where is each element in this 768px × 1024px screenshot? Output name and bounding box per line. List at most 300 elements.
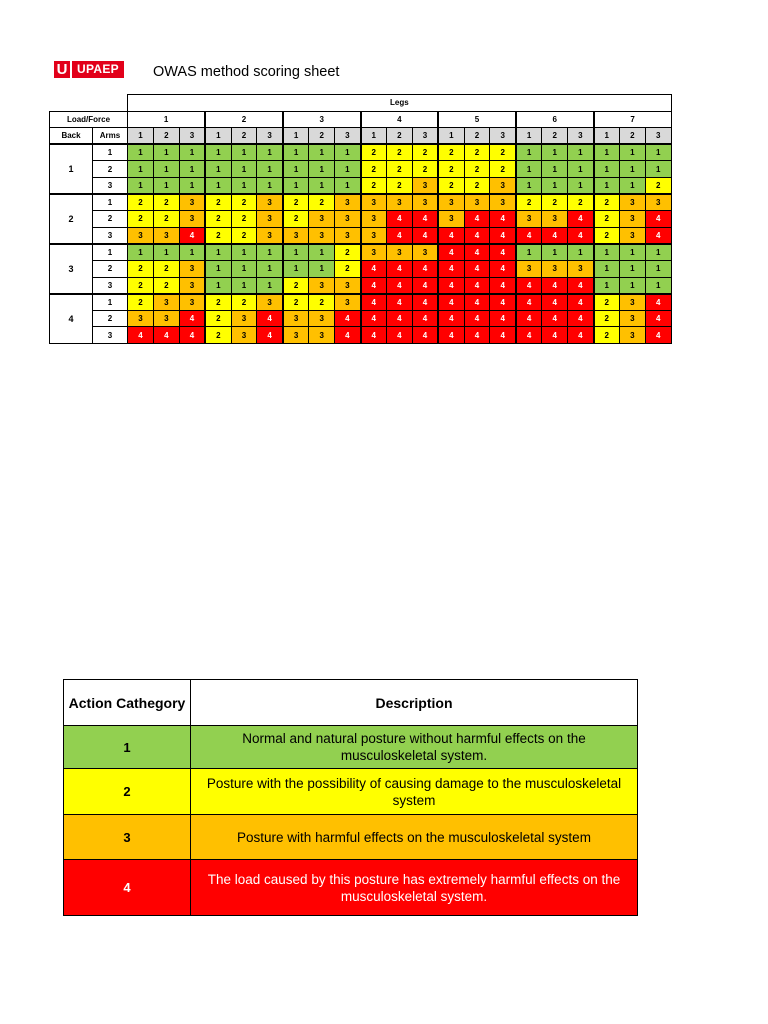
- arms-row-3: 3: [93, 227, 128, 244]
- score-cell: 1: [205, 244, 231, 261]
- score-cell: 1: [594, 260, 620, 277]
- score-cell: 3: [231, 310, 257, 327]
- score-cell: 2: [464, 177, 490, 194]
- score-cell: 3: [309, 227, 335, 244]
- score-cell: 4: [516, 227, 542, 244]
- load-column-3: 3: [568, 128, 594, 145]
- score-cell: 4: [412, 294, 438, 311]
- score-cell: 2: [594, 211, 620, 228]
- score-cell: 4: [490, 277, 516, 294]
- score-cell: 1: [231, 260, 257, 277]
- score-cell: 1: [309, 144, 335, 161]
- score-cell: 3: [619, 211, 645, 228]
- score-cell: 1: [179, 177, 205, 194]
- score-cell: 4: [386, 211, 412, 228]
- score-cell: 3: [412, 194, 438, 211]
- score-cell: 3: [542, 211, 568, 228]
- arms-row-2: 2: [93, 260, 128, 277]
- arms-row-1: 1: [93, 294, 128, 311]
- score-cell: 2: [438, 161, 464, 178]
- score-cell: 3: [309, 327, 335, 344]
- blank-corner: [50, 95, 128, 112]
- score-cell: 4: [412, 260, 438, 277]
- legend-description: Normal and natural posture without harmful effects on the musculoskeletal system.: [191, 726, 638, 769]
- score-cell: 4: [438, 227, 464, 244]
- score-cell: 3: [153, 310, 179, 327]
- score-cell: 1: [516, 244, 542, 261]
- score-cell: 4: [516, 327, 542, 344]
- load-column-3: 3: [179, 128, 205, 145]
- score-cell: 4: [438, 260, 464, 277]
- score-cell: 4: [438, 294, 464, 311]
- score-cell: 1: [257, 260, 283, 277]
- score-cell: 3: [619, 227, 645, 244]
- score-cell: 2: [205, 227, 231, 244]
- score-cell: 2: [645, 177, 671, 194]
- arms-row-3: 3: [93, 277, 128, 294]
- load-column-2: 2: [153, 128, 179, 145]
- arms-row-2: 2: [93, 310, 128, 327]
- score-cell: 2: [205, 310, 231, 327]
- load-column-2: 2: [542, 128, 568, 145]
- score-cell: 4: [386, 277, 412, 294]
- back-row-4: 4: [50, 294, 93, 344]
- score-cell: 1: [205, 144, 231, 161]
- score-cell: 1: [205, 161, 231, 178]
- score-cell: 1: [542, 161, 568, 178]
- score-cell: 4: [412, 211, 438, 228]
- score-cell: 1: [153, 161, 179, 178]
- score-cell: 3: [438, 194, 464, 211]
- score-cell: 1: [568, 244, 594, 261]
- score-cell: 4: [361, 294, 387, 311]
- score-cell: 4: [490, 227, 516, 244]
- score-cell: 3: [412, 177, 438, 194]
- score-cell: 2: [309, 294, 335, 311]
- score-cell: 4: [412, 277, 438, 294]
- score-cell: 1: [179, 161, 205, 178]
- arms-row-3: 3: [93, 177, 128, 194]
- score-cell: 4: [464, 244, 490, 261]
- load-column-2: 2: [309, 128, 335, 145]
- score-cell: 1: [309, 260, 335, 277]
- score-cell: 4: [645, 227, 671, 244]
- score-cell: 3: [490, 194, 516, 211]
- score-cell: 2: [594, 327, 620, 344]
- score-cell: 4: [568, 277, 594, 294]
- legs-column-4: 4: [361, 111, 439, 128]
- score-cell: 3: [490, 177, 516, 194]
- score-cell: 1: [645, 277, 671, 294]
- load-column-3: 3: [412, 128, 438, 145]
- score-cell: 3: [619, 294, 645, 311]
- score-cell: 1: [335, 161, 361, 178]
- score-cell: 1: [516, 161, 542, 178]
- score-cell: 2: [128, 277, 154, 294]
- load-column-2: 2: [231, 128, 257, 145]
- score-cell: 4: [645, 294, 671, 311]
- score-cell: 4: [516, 294, 542, 311]
- score-cell: 3: [361, 244, 387, 261]
- score-cell: 3: [619, 327, 645, 344]
- score-cell: 1: [205, 177, 231, 194]
- score-cell: 1: [619, 161, 645, 178]
- score-cell: 4: [179, 227, 205, 244]
- score-cell: 2: [594, 310, 620, 327]
- score-cell: 1: [257, 144, 283, 161]
- score-cell: 4: [361, 260, 387, 277]
- score-cell: 4: [128, 327, 154, 344]
- legend-category: 3: [64, 815, 191, 860]
- score-cell: 1: [568, 177, 594, 194]
- score-cell: 3: [153, 227, 179, 244]
- score-cell: 1: [231, 277, 257, 294]
- score-cell: 4: [490, 310, 516, 327]
- score-cell: 4: [335, 327, 361, 344]
- score-cell: 4: [490, 327, 516, 344]
- score-cell: 1: [257, 177, 283, 194]
- score-cell: 4: [386, 310, 412, 327]
- score-cell: 3: [386, 244, 412, 261]
- score-cell: 1: [568, 161, 594, 178]
- score-cell: 3: [438, 211, 464, 228]
- arms-row-1: 1: [93, 244, 128, 261]
- score-cell: 4: [386, 260, 412, 277]
- score-cell: 3: [309, 277, 335, 294]
- score-cell: 4: [516, 310, 542, 327]
- score-cell: 3: [179, 260, 205, 277]
- score-cell: 4: [438, 327, 464, 344]
- legend-header-description: Description: [191, 680, 638, 726]
- score-cell: 2: [128, 211, 154, 228]
- score-cell: 4: [257, 310, 283, 327]
- score-cell: 4: [438, 277, 464, 294]
- score-cell: 3: [568, 260, 594, 277]
- score-cell: 3: [361, 227, 387, 244]
- score-cell: 4: [179, 310, 205, 327]
- score-cell: 2: [309, 194, 335, 211]
- arms-row-1: 1: [93, 194, 128, 211]
- score-cell: 4: [542, 294, 568, 311]
- legend-description: Posture with harmful effects on the musculoskeletal system: [191, 815, 638, 860]
- score-cell: 4: [542, 310, 568, 327]
- score-cell: 2: [153, 211, 179, 228]
- score-cell: 2: [205, 211, 231, 228]
- score-cell: 3: [179, 294, 205, 311]
- score-cell: 2: [412, 161, 438, 178]
- score-cell: 4: [490, 260, 516, 277]
- score-cell: 1: [619, 260, 645, 277]
- score-cell: 1: [594, 177, 620, 194]
- action-category-legend: [63, 679, 638, 916]
- load-column-1: 1: [438, 128, 464, 145]
- legend-header-category: Action Cathegory: [64, 680, 191, 726]
- score-cell: 2: [205, 194, 231, 211]
- score-cell: 2: [594, 227, 620, 244]
- logo-mark: U: [54, 61, 70, 78]
- score-cell: 1: [257, 244, 283, 261]
- score-cell: 2: [386, 177, 412, 194]
- upaep-logo: [54, 61, 124, 78]
- arms-row-2: 2: [93, 211, 128, 228]
- score-cell: 1: [542, 244, 568, 261]
- score-cell: 1: [128, 144, 154, 161]
- load-column-1: 1: [594, 128, 620, 145]
- score-cell: 1: [645, 161, 671, 178]
- score-cell: 4: [438, 244, 464, 261]
- score-cell: 3: [257, 294, 283, 311]
- score-cell: 2: [153, 260, 179, 277]
- legs-header: Legs: [128, 95, 672, 112]
- score-cell: 2: [231, 227, 257, 244]
- score-cell: 3: [257, 227, 283, 244]
- legs-column-2: 2: [205, 111, 283, 128]
- score-cell: 1: [542, 144, 568, 161]
- score-cell: 2: [361, 177, 387, 194]
- score-cell: 3: [153, 294, 179, 311]
- score-cell: 4: [464, 227, 490, 244]
- score-cell: 4: [464, 310, 490, 327]
- legend-row: [64, 860, 638, 916]
- score-cell: 1: [516, 144, 542, 161]
- score-cell: 1: [619, 177, 645, 194]
- score-cell: 4: [464, 327, 490, 344]
- load-column-1: 1: [361, 128, 387, 145]
- score-cell: 1: [309, 244, 335, 261]
- legs-column-6: 6: [516, 111, 594, 128]
- score-cell: 3: [179, 194, 205, 211]
- score-cell: 2: [205, 294, 231, 311]
- score-cell: 1: [516, 177, 542, 194]
- score-cell: 1: [257, 161, 283, 178]
- score-cell: 2: [412, 144, 438, 161]
- score-cell: 2: [335, 244, 361, 261]
- score-cell: 4: [412, 310, 438, 327]
- score-cell: 2: [490, 161, 516, 178]
- score-cell: 3: [309, 211, 335, 228]
- score-cell: 1: [594, 144, 620, 161]
- score-cell: 4: [386, 294, 412, 311]
- score-cell: 3: [231, 327, 257, 344]
- load-column-1: 1: [128, 128, 154, 145]
- score-cell: 4: [179, 327, 205, 344]
- score-cell: 2: [283, 294, 309, 311]
- score-cell: 4: [153, 327, 179, 344]
- score-cell: 1: [335, 177, 361, 194]
- arms-row-2: 2: [93, 161, 128, 178]
- load-column-3: 3: [645, 128, 671, 145]
- score-cell: 4: [568, 327, 594, 344]
- legend-row: [64, 769, 638, 815]
- score-cell: 1: [153, 177, 179, 194]
- legend-category: 2: [64, 769, 191, 815]
- arms-header: Arms: [93, 128, 128, 145]
- score-cell: 3: [179, 277, 205, 294]
- score-cell: 1: [619, 144, 645, 161]
- legs-column-5: 5: [438, 111, 516, 128]
- load-column-3: 3: [257, 128, 283, 145]
- score-cell: 1: [128, 244, 154, 261]
- score-cell: 1: [283, 161, 309, 178]
- score-cell: 1: [128, 177, 154, 194]
- score-cell: 3: [335, 211, 361, 228]
- load-column-1: 1: [205, 128, 231, 145]
- score-cell: 4: [490, 244, 516, 261]
- score-cell: 1: [205, 277, 231, 294]
- score-cell: 1: [153, 144, 179, 161]
- score-cell: 1: [309, 177, 335, 194]
- score-cell: 3: [257, 211, 283, 228]
- score-cell: 1: [619, 244, 645, 261]
- score-cell: 4: [542, 227, 568, 244]
- score-cell: 4: [464, 260, 490, 277]
- score-cell: 1: [231, 161, 257, 178]
- score-cell: 3: [619, 310, 645, 327]
- score-cell: 4: [542, 327, 568, 344]
- score-cell: 2: [231, 194, 257, 211]
- score-cell: 4: [464, 211, 490, 228]
- score-cell: 1: [257, 277, 283, 294]
- score-cell: 4: [645, 327, 671, 344]
- score-cell: 1: [128, 161, 154, 178]
- score-cell: 3: [464, 194, 490, 211]
- score-cell: 4: [490, 211, 516, 228]
- score-cell: 1: [542, 177, 568, 194]
- score-cell: 4: [542, 277, 568, 294]
- score-cell: 2: [205, 327, 231, 344]
- score-cell: 2: [283, 194, 309, 211]
- score-cell: 4: [361, 310, 387, 327]
- score-cell: 2: [153, 194, 179, 211]
- back-row-3: 3: [50, 244, 93, 294]
- load-column-3: 3: [335, 128, 361, 145]
- load-column-3: 3: [490, 128, 516, 145]
- score-cell: 4: [361, 327, 387, 344]
- score-cell: 2: [128, 260, 154, 277]
- score-cell: 4: [645, 310, 671, 327]
- score-cell: 4: [490, 294, 516, 311]
- owas-scoring-table: [49, 94, 672, 344]
- score-cell: 3: [361, 211, 387, 228]
- score-cell: 1: [283, 260, 309, 277]
- score-cell: 4: [464, 294, 490, 311]
- score-cell: 2: [568, 194, 594, 211]
- legend-category: 1: [64, 726, 191, 769]
- score-cell: 1: [283, 177, 309, 194]
- score-cell: 2: [594, 294, 620, 311]
- score-cell: 1: [619, 277, 645, 294]
- score-cell: 2: [438, 144, 464, 161]
- score-cell: 1: [283, 144, 309, 161]
- score-cell: 3: [542, 260, 568, 277]
- legend-row: [64, 815, 638, 860]
- score-cell: 3: [179, 211, 205, 228]
- score-cell: 2: [361, 161, 387, 178]
- score-cell: 3: [361, 194, 387, 211]
- score-cell: 3: [309, 310, 335, 327]
- score-cell: 1: [594, 244, 620, 261]
- score-cell: 4: [438, 310, 464, 327]
- score-cell: 1: [205, 260, 231, 277]
- score-cell: 1: [283, 244, 309, 261]
- score-cell: 2: [464, 161, 490, 178]
- arms-row-1: 1: [93, 144, 128, 161]
- score-cell: 2: [386, 161, 412, 178]
- score-cell: 2: [283, 211, 309, 228]
- legend-description: The load caused by this posture has extremely harmful effects on the musculoskeletal system.: [191, 860, 638, 916]
- score-cell: 2: [516, 194, 542, 211]
- score-cell: 3: [386, 194, 412, 211]
- legend-description: Posture with the possibility of causing damage to the musculoskeletal system: [191, 769, 638, 815]
- page-title: OWAS method scoring sheet: [153, 64, 340, 80]
- load-column-1: 1: [283, 128, 309, 145]
- back-row-2: 2: [50, 194, 93, 244]
- back-row-1: 1: [50, 144, 93, 194]
- score-cell: 3: [645, 194, 671, 211]
- score-cell: 4: [464, 277, 490, 294]
- score-cell: 1: [231, 244, 257, 261]
- arms-row-3: 3: [93, 327, 128, 344]
- score-cell: 3: [283, 327, 309, 344]
- legs-column-3: 3: [283, 111, 361, 128]
- score-cell: 4: [568, 294, 594, 311]
- score-cell: 1: [335, 144, 361, 161]
- score-cell: 1: [153, 244, 179, 261]
- score-cell: 3: [335, 277, 361, 294]
- score-cell: 4: [568, 211, 594, 228]
- score-cell: 1: [645, 244, 671, 261]
- score-cell: 3: [335, 294, 361, 311]
- score-cell: 1: [645, 260, 671, 277]
- score-cell: 4: [257, 327, 283, 344]
- score-cell: 1: [231, 144, 257, 161]
- score-cell: 2: [128, 194, 154, 211]
- legend-row: [64, 726, 638, 769]
- score-cell: 2: [335, 260, 361, 277]
- score-cell: 4: [412, 327, 438, 344]
- score-cell: 4: [645, 211, 671, 228]
- score-cell: 2: [542, 194, 568, 211]
- score-cell: 2: [231, 211, 257, 228]
- legs-column-7: 7: [594, 111, 672, 128]
- score-cell: 1: [594, 161, 620, 178]
- logo-name: UPAEP: [72, 61, 124, 78]
- score-cell: 2: [464, 144, 490, 161]
- score-cell: 1: [594, 277, 620, 294]
- score-cell: 1: [231, 177, 257, 194]
- load-column-2: 2: [619, 128, 645, 145]
- score-cell: 3: [283, 310, 309, 327]
- score-cell: 4: [386, 227, 412, 244]
- load-column-2: 2: [464, 128, 490, 145]
- score-cell: 4: [335, 310, 361, 327]
- back-header: Back: [50, 128, 93, 145]
- score-cell: 1: [645, 144, 671, 161]
- score-cell: 1: [309, 161, 335, 178]
- score-cell: 2: [594, 194, 620, 211]
- load-force-header: Load/Force: [50, 111, 128, 128]
- load-column-2: 2: [386, 128, 412, 145]
- score-cell: 1: [179, 144, 205, 161]
- score-cell: 3: [128, 310, 154, 327]
- score-cell: 2: [490, 144, 516, 161]
- legs-column-1: 1: [128, 111, 206, 128]
- score-cell: 3: [516, 260, 542, 277]
- score-cell: 3: [335, 194, 361, 211]
- score-cell: 4: [568, 310, 594, 327]
- score-cell: 2: [231, 294, 257, 311]
- score-cell: 2: [283, 277, 309, 294]
